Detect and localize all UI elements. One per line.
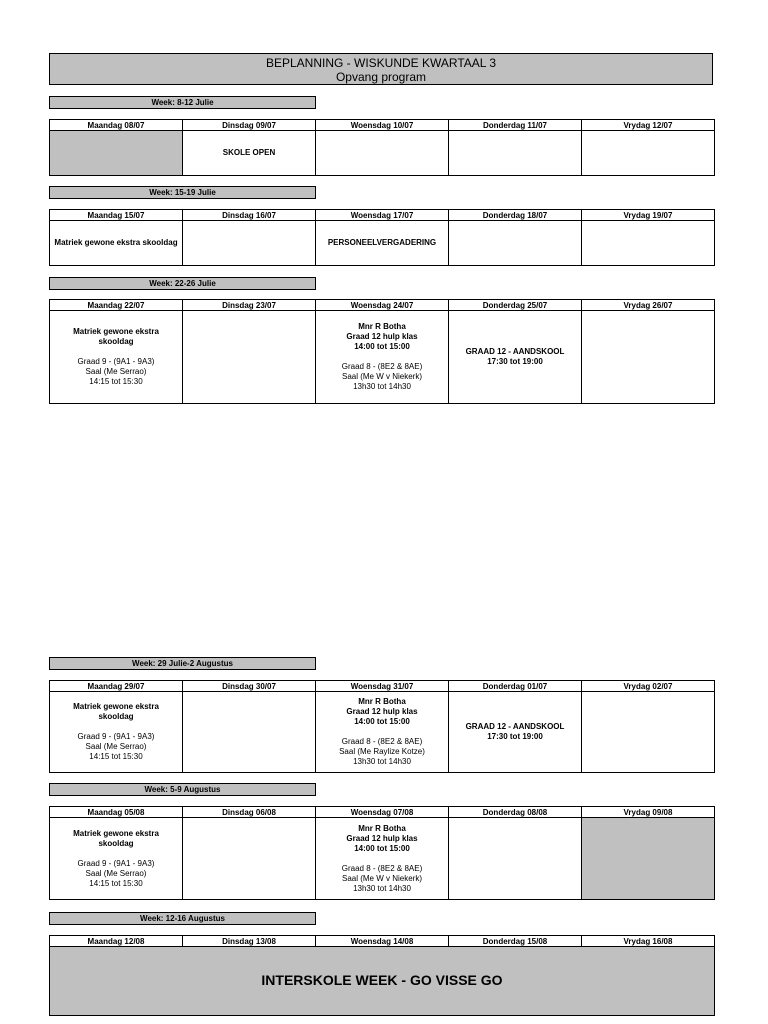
day-cell — [582, 692, 715, 773]
day-header: Woensdag 24/07 — [316, 300, 449, 311]
day-cell — [183, 131, 316, 176]
day-header: Maandag 12/08 — [50, 936, 183, 947]
day-cell — [50, 131, 183, 176]
day-cell — [316, 311, 449, 404]
week-table — [49, 119, 715, 176]
day-cell — [50, 692, 183, 773]
event-text: Graad 12 hulp klas — [346, 833, 418, 843]
day-header: Dinsdag 16/07 — [183, 210, 316, 221]
event-text: SKOLE OPEN — [222, 148, 276, 157]
day-cell — [183, 692, 316, 773]
week-table — [49, 209, 715, 266]
week-table — [49, 299, 715, 404]
week-label: Week: 5-9 Augustus — [49, 783, 316, 796]
week-table — [49, 680, 715, 773]
week-table — [49, 806, 715, 900]
day-cell — [449, 692, 582, 773]
event-text: Saal (Me W v Niekerk) — [341, 873, 422, 883]
week-label: Week: 15-19 Julie — [49, 186, 316, 199]
day-header: Vrydag 16/08 — [582, 936, 715, 947]
week-label: Week: 29 Julie-2 Augustus — [49, 657, 316, 670]
event-text: 13h30 tot 14h30 — [353, 382, 411, 391]
event-text: Mnr R Botha — [358, 823, 406, 833]
event-text: Graad 8 - (8E2 & 8AE) — [341, 863, 423, 873]
event-text: 14:15 tot 15:30 — [89, 752, 143, 761]
day-cell — [582, 131, 715, 176]
day-header: Woensdag 31/07 — [316, 681, 449, 692]
event-text: 14:15 tot 15:30 — [89, 878, 143, 888]
day-header: Maandag 15/07 — [50, 210, 183, 221]
day-header: Maandag 08/07 — [50, 120, 183, 131]
event-text: Graad 8 - (8E2 & 8AE) — [341, 362, 423, 371]
day-header: Dinsdag 09/07 — [183, 120, 316, 131]
event-text: 17:30 tot 19:00 — [487, 732, 543, 741]
event-text: Graad 8 - (8E2 & 8AE) — [341, 737, 423, 746]
event-text: 13h30 tot 14h30 — [353, 757, 411, 766]
day-header: Donderdag 01/07 — [449, 681, 582, 692]
title-line-2: Opvang program — [335, 70, 427, 84]
day-header: Maandag 05/08 — [50, 807, 183, 818]
day-cell — [50, 311, 183, 404]
day-header: Donderdag 15/08 — [449, 936, 582, 947]
event-text: skooldag — [98, 838, 134, 848]
event-text: 13h30 tot 14h30 — [353, 883, 411, 893]
day-cell — [449, 131, 582, 176]
event-text: Matriek gewone ekstra — [73, 828, 159, 838]
day-cell — [582, 221, 715, 266]
day-header: Dinsdag 06/08 — [183, 807, 316, 818]
day-cell — [449, 818, 582, 900]
event-text: 14:00 tot 15:00 — [354, 342, 410, 351]
event-text: skooldag — [98, 337, 134, 346]
day-cell — [183, 311, 316, 404]
event-text: Graad 12 hulp klas — [346, 332, 418, 341]
banner-text: INTERSKOLE WEEK - GO VISSE GO — [261, 971, 503, 988]
day-cell — [316, 221, 449, 266]
event-text: Mnr R Botha — [358, 322, 406, 331]
day-cell — [582, 818, 715, 900]
event-text: Mnr R Botha — [358, 697, 406, 706]
day-header: Donderdag 25/07 — [449, 300, 582, 311]
day-header: Dinsdag 13/08 — [183, 936, 316, 947]
document-title — [49, 53, 713, 85]
day-header: Donderdag 11/07 — [449, 120, 582, 131]
week-label: Week: 8-12 Julie — [49, 96, 316, 109]
event-text: PERSONEELVERGADERING — [327, 238, 437, 247]
day-header: Woensdag 10/07 — [316, 120, 449, 131]
week-table — [49, 935, 715, 1016]
day-header: Woensdag 17/07 — [316, 210, 449, 221]
event-text: Graad 9 - (9A1 - 9A3) — [77, 732, 155, 741]
day-header: Vrydag 02/07 — [582, 681, 715, 692]
day-header: Dinsdag 23/07 — [183, 300, 316, 311]
day-header: Woensdag 14/08 — [316, 936, 449, 947]
day-cell — [449, 221, 582, 266]
event-text: Saal (Me Raylize Kotze) — [339, 747, 425, 756]
event-text: 17:30 tot 19:00 — [487, 357, 543, 366]
event-text: Saal (Me Serrao) — [85, 742, 147, 751]
title-line-1: BEPLANNING - WISKUNDE KWARTAAL 3 — [265, 56, 497, 70]
day-cell — [316, 131, 449, 176]
day-header: Vrydag 19/07 — [582, 210, 715, 221]
event-text: Saal (Me W v Niekerk) — [341, 372, 422, 381]
day-cell — [316, 692, 449, 773]
event-text: Matriek gewone ekstra skooldag — [54, 238, 178, 247]
event-text: 14:15 tot 15:30 — [89, 377, 143, 386]
week-label: Week: 12-16 Augustus — [49, 912, 316, 925]
event-text: Graad 9 - (9A1 - 9A3) — [77, 357, 155, 366]
event-text: GRAAD 12 - AANDSKOOL — [465, 347, 565, 356]
event-text: Saal (Me Serrao) — [85, 367, 147, 376]
day-header: Donderdag 08/08 — [449, 807, 582, 818]
event-text: GRAAD 12 - AANDSKOOL — [465, 722, 565, 731]
day-header: Dinsdag 30/07 — [183, 681, 316, 692]
event-text: Matriek gewone ekstra — [73, 702, 159, 711]
event-text: Matriek gewone ekstra — [73, 327, 159, 336]
event-text: Graad 9 - (9A1 - 9A3) — [77, 858, 155, 868]
day-header: Vrydag 26/07 — [582, 300, 715, 311]
day-cell — [183, 221, 316, 266]
day-cell — [183, 818, 316, 900]
day-header: Vrydag 12/07 — [582, 120, 715, 131]
day-cell — [582, 311, 715, 404]
event-text: Graad 12 hulp klas — [346, 707, 418, 716]
day-cell — [449, 311, 582, 404]
day-header: Maandag 29/07 — [50, 681, 183, 692]
day-header: Donderdag 18/07 — [449, 210, 582, 221]
week-label: Week: 22-26 Julie — [49, 277, 316, 290]
event-text: skooldag — [98, 712, 134, 721]
day-header: Woensdag 07/08 — [316, 807, 449, 818]
day-header: Maandag 22/07 — [50, 300, 183, 311]
day-cell — [316, 818, 449, 900]
day-cell — [50, 221, 183, 266]
day-cell — [50, 818, 183, 900]
day-header: Vrydag 09/08 — [582, 807, 715, 818]
event-text: 14:00 tot 15:00 — [354, 717, 410, 726]
interschool-banner — [50, 947, 715, 1016]
event-text: 14:00 tot 15:00 — [354, 843, 410, 853]
event-text: Saal (Me Serrao) — [85, 868, 147, 878]
